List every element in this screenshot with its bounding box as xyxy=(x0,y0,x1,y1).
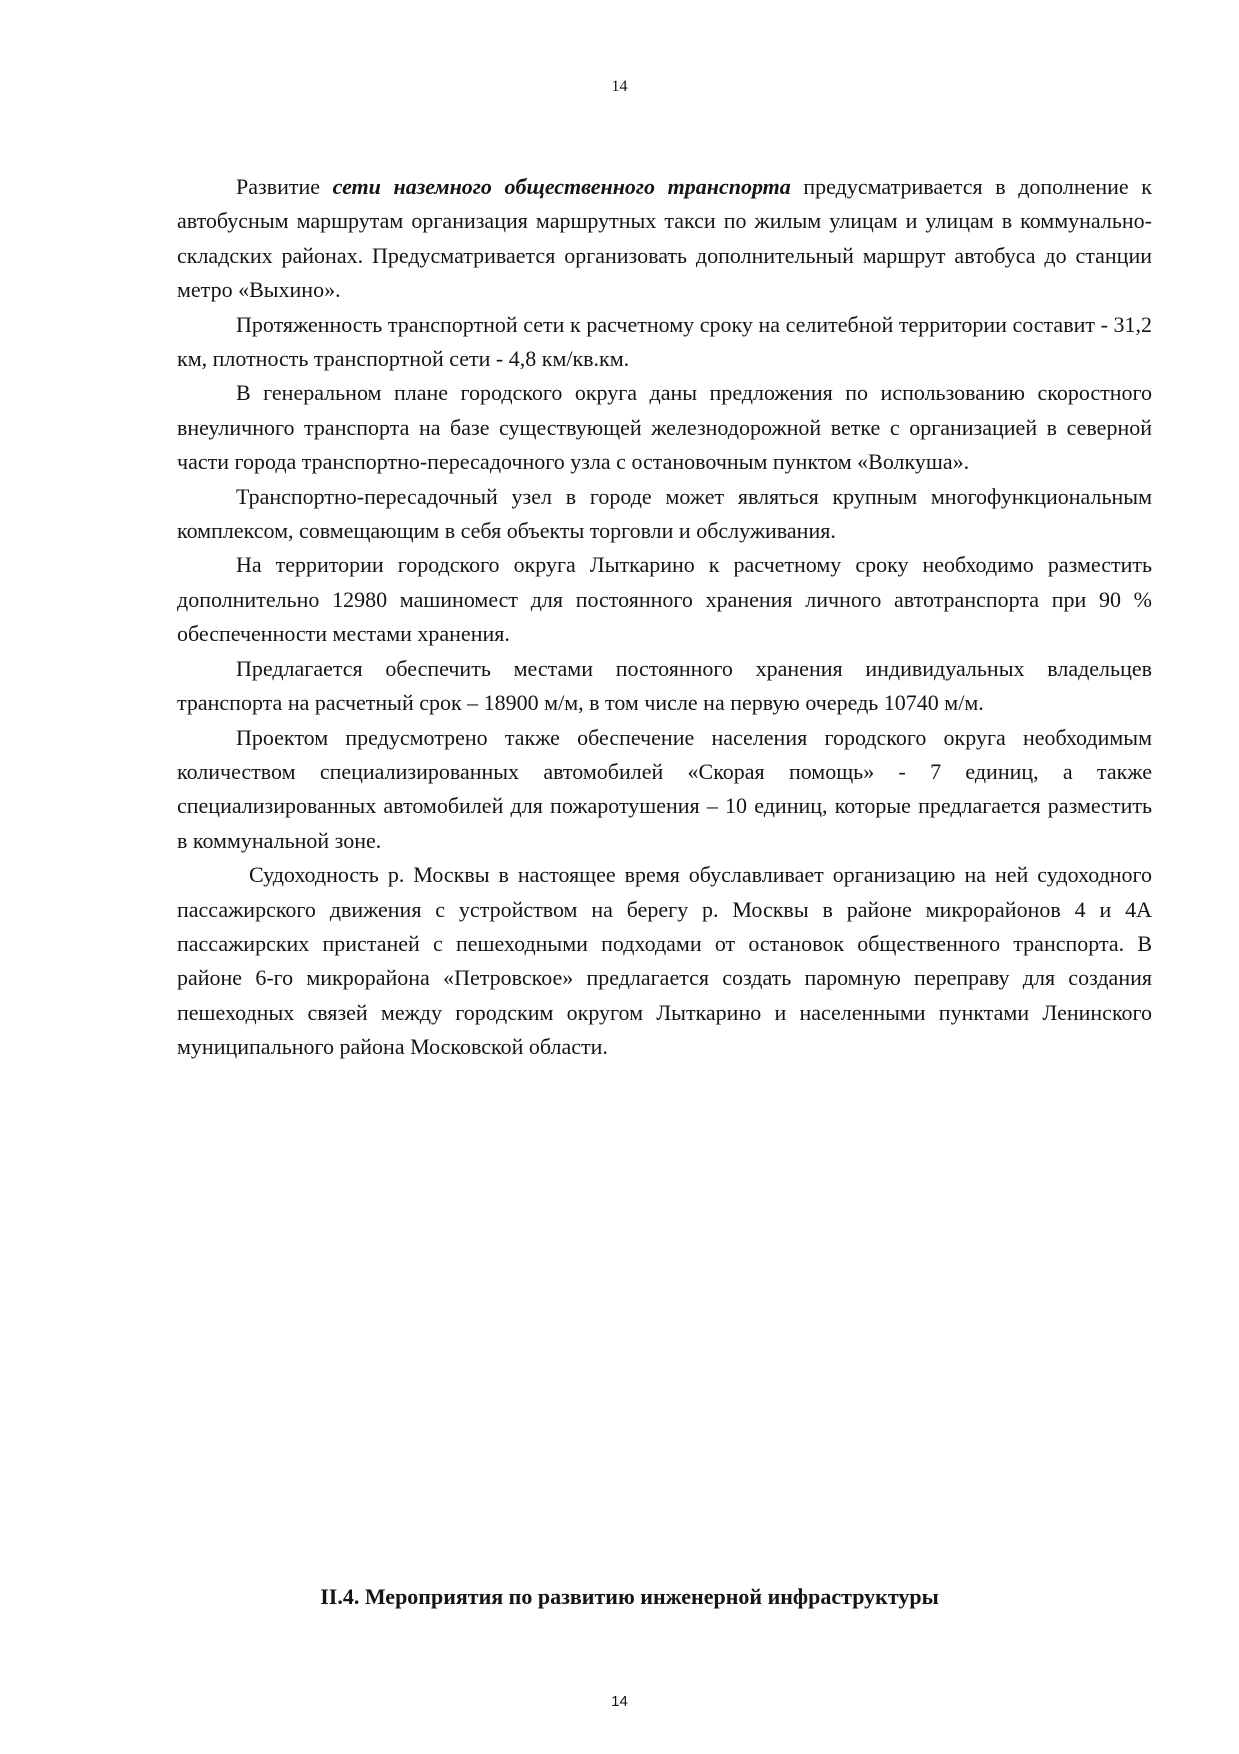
paragraph-general-plan: В генеральном плане городского округа даны предложения по использованию скоростного внеуличного транспорта на базе существующей железнодорожной ветке с организацией в северной части города транспортно-пересадочного узла с остановочным пунктом «Волкуша». xyxy=(177,380,1152,475)
paragraph-transport-network-lead: Развитие xyxy=(236,174,333,199)
paragraph-transport-network-rest: предусматривается в дополнение к автобусным маршрутам организация маршрутных такси по жилым улицам и улицам в коммунально-складских районах. Предусматривается организовать дополнительный маршрут автобуса до станции метро «Выхино». xyxy=(177,174,1152,303)
paragraph-transport-network xyxy=(177,170,1152,308)
paragraph-transfer-hub: Транспортно-пересадочный узел в городе может являться крупным многофункциональным комплексом, совмещающим в себя объекты торговли и обслуживания. xyxy=(177,483,1152,544)
paragraph-parking-provision: Предлагается обеспечить местами постоянного хранения индивидуальных владельцев транспорта на расчетный срок – 18900 м/м, в том числе на первую очередь 10740 м/м. xyxy=(177,655,1152,716)
page-number-bottom: 14 xyxy=(611,1693,628,1710)
section-heading: II.4. Мероприятия по развитию инженерной инфраструктуры xyxy=(320,1584,939,1609)
document-body xyxy=(177,170,1152,1065)
paragraph-network-length: Протяженность транспортной сети к расчетному сроку на селитебной территории составит - 31,2 км, плотность транспортной сети - 4,8 км/кв.км. xyxy=(177,311,1152,372)
paragraph-river-navigation: Судоходность р. Москвы в настоящее время обуславливает организацию на ней судоходного пассажирского движения с устройством на берегу р. Москвы в районе микрорайонов 4 и 4А пассажирских пристаней с пешеходными подходами от остановок общественного транспорта. В районе 6-го микрорайона «Петровское» предлагается создать паромную переправу для создания пешеходных связей между городским округом Лыткарино и населенными пунктами Ленинского муниципального района Московской области. xyxy=(177,862,1152,1060)
emphasized-term: сети наземного общественного транспорта xyxy=(332,174,791,199)
paragraph-special-vehicles: Проектом предусмотрено также обеспечение населения городского округа необходимым количеством специализированных автомобилей «Скорая помощь» - 7 единиц, а также специализированных автомобилей для пожаротушения – 10 единиц, которые предлагается разместить в коммунальной зоне. xyxy=(177,724,1152,853)
page-number-top: 14 xyxy=(611,78,628,95)
paragraph-parking-spaces: На территории городского округа Лыткарино к расчетному сроку необходимо разместить дополнительно 12980 машиномест для постоянного хранения личного автотранспорта при 90 % обеспеченности местами хранения. xyxy=(177,552,1152,647)
